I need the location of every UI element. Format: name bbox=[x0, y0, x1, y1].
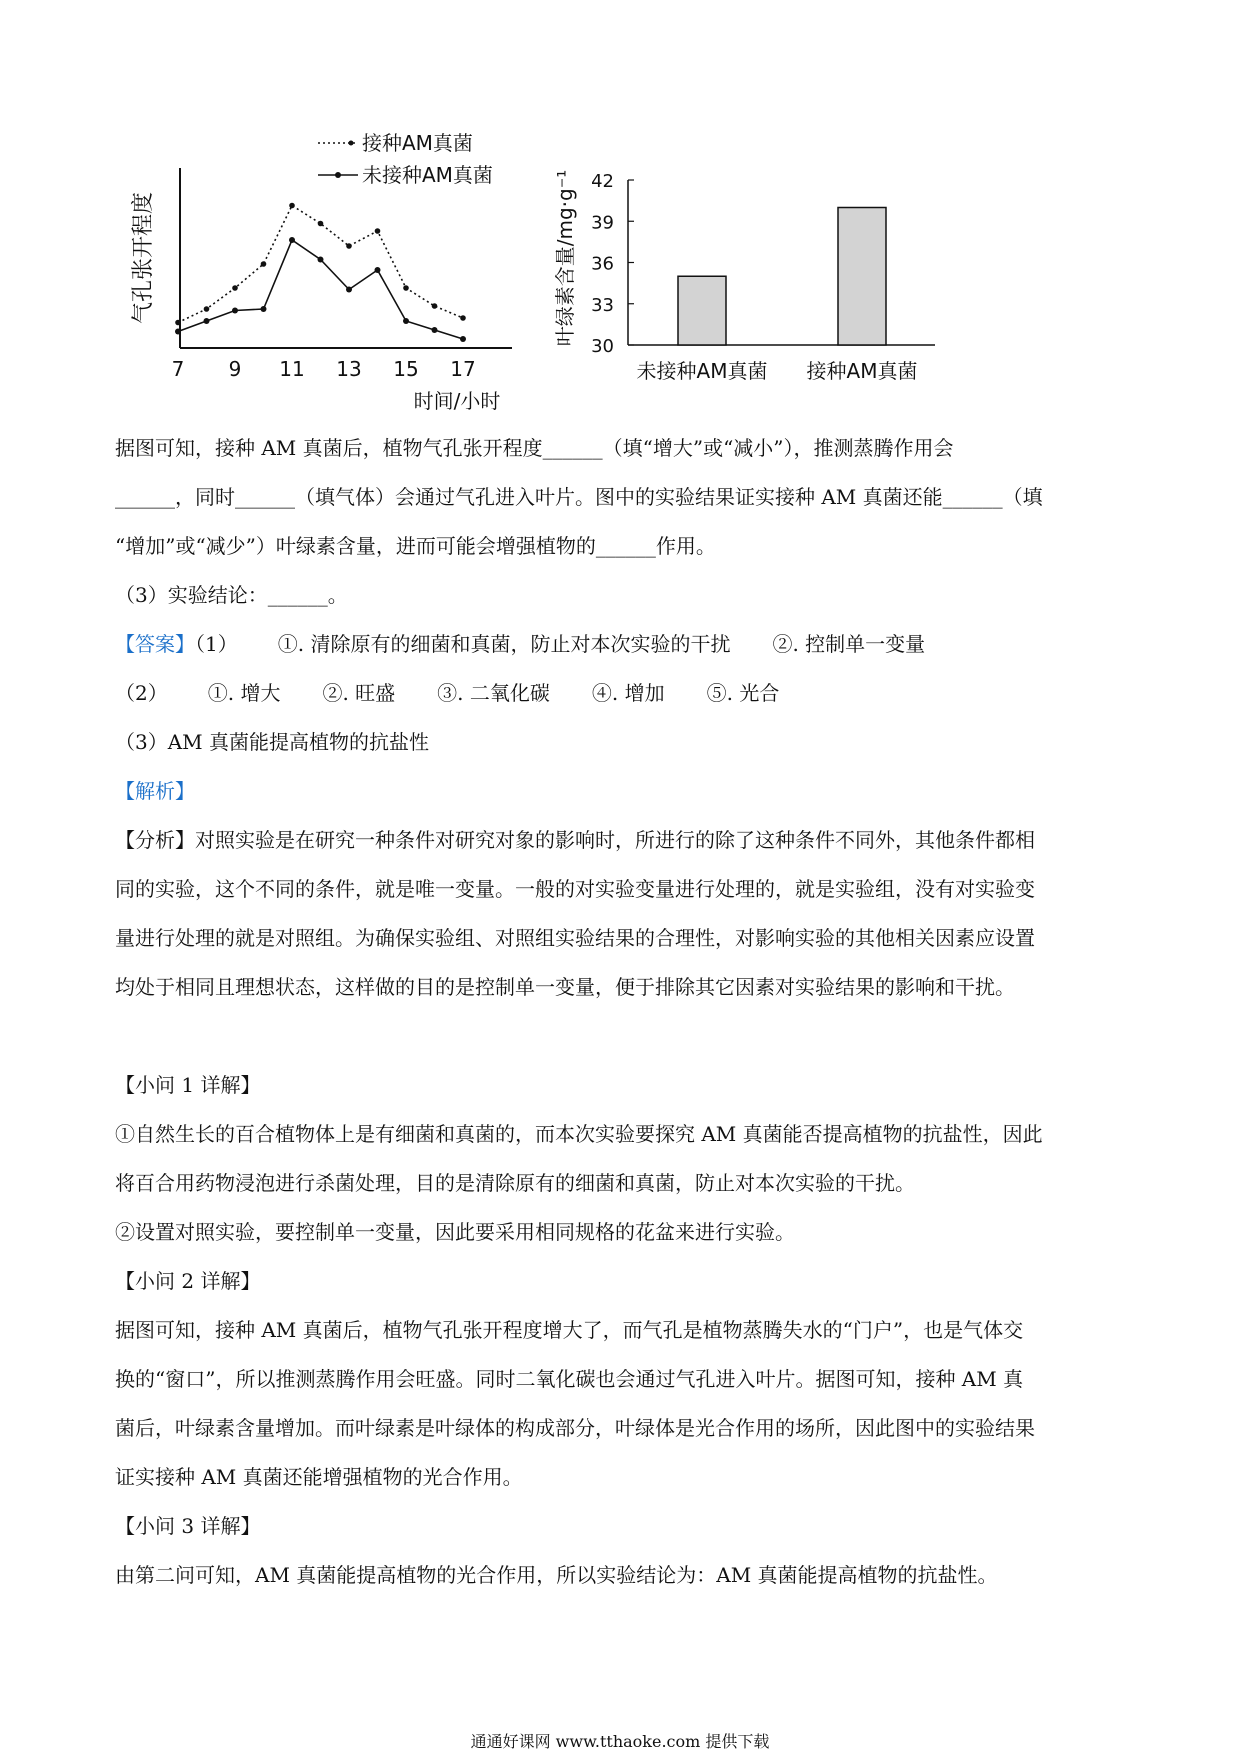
bar-chart bbox=[553, 170, 935, 383]
sub-question-1-line-1: ①自然生长的百合植物体上是有细菌和真菌的，而本次实验要探究 AM 真菌能否提高植物的抗盐性，因此 bbox=[115, 1122, 1043, 1146]
line-series-0-point bbox=[289, 203, 295, 209]
fenxi-text-1: 对照实验是在研究一种条件对研究对象的影响时，所进行的除了这种条件不同外，其他条件都相 bbox=[195, 828, 1035, 852]
line-series-0-point bbox=[432, 303, 438, 309]
bar-1 bbox=[838, 208, 886, 346]
line-series-0-point bbox=[403, 285, 409, 291]
legend-label-inoculated: 接种AM真菌 bbox=[362, 131, 473, 155]
answer-line-2 bbox=[115, 669, 1125, 718]
fenxi-line-2: 同的实验，这个不同的条件，就是唯一变量。一般的对实验变量进行处理的，就是实验组，没有对实验变 bbox=[115, 877, 1035, 901]
line-series-1-point bbox=[346, 287, 352, 293]
answer-line-1 bbox=[115, 620, 1125, 669]
legend-marker-dotted bbox=[349, 141, 354, 146]
question-line-2: ______，同时______（填气体）会通过气孔进入叶片。图中的实验结果证实接种 AM 真菌还能______（填 bbox=[115, 485, 1043, 509]
spacer bbox=[115, 1012, 1125, 1061]
answer-2-item: ⑤. 光合 bbox=[706, 681, 780, 705]
line-chart-xtick-label: 11 bbox=[279, 357, 305, 381]
line-series-0-point bbox=[261, 261, 267, 267]
line-series-1-point bbox=[232, 308, 238, 314]
line-series-1-point bbox=[204, 318, 210, 324]
fenxi-line-1 bbox=[115, 816, 1125, 865]
line-series-0-point bbox=[232, 285, 238, 291]
line-series-0-point bbox=[175, 320, 181, 326]
bar-chart-ytick-label: 33 bbox=[591, 294, 614, 316]
analysis-tag: 【解析】 bbox=[115, 779, 195, 803]
sub-question-3-tag: 【小问 3 详解】 bbox=[115, 1514, 261, 1538]
answer-1-b: ②. 控制单一变量 bbox=[772, 632, 926, 656]
answer-1-num: （1） bbox=[195, 632, 238, 656]
answer-2-item: ③. 二氧化碳 bbox=[437, 681, 550, 705]
fenxi-tag: 【分析】 bbox=[115, 828, 195, 852]
line-series-1-point bbox=[261, 306, 267, 312]
line-series-0-point bbox=[346, 243, 352, 249]
line-series-0-point bbox=[318, 221, 324, 227]
bar-chart-ytick-label: 30 bbox=[591, 336, 614, 357]
line-series-1-point bbox=[403, 318, 409, 324]
bar-chart-ytick-label: 42 bbox=[591, 171, 614, 192]
bar-chart-category-label: 未接种AM真菌 bbox=[636, 359, 768, 383]
sub-question-3-line-1: 由第二问可知，AM 真菌能提高植物的光合作用，所以实验结论为：AM 真菌能提高植物的抗盐性。 bbox=[115, 1563, 998, 1587]
answer-2-item: ④. 增加 bbox=[591, 681, 665, 705]
line-chart-ylabel: 气孔张开程度 bbox=[131, 191, 156, 325]
sub-question-2-line-2: 换的“窗口”，所以推测蒸腾作用会旺盛。同时二氧化碳也会通过气孔进入叶片。据图可知，接种 AM 真 bbox=[115, 1367, 1024, 1391]
legend-label-uninoculated: 未接种AM真菌 bbox=[362, 163, 493, 187]
question-line-3: “增加”或“减少”）叶绿素含量，进而可能会增强植物的______作用。 bbox=[115, 534, 716, 558]
answer-1-a: ①. 清除原有的细菌和真菌，防止对本次实验的干扰 bbox=[277, 632, 731, 656]
line-series-1-point bbox=[318, 257, 324, 263]
line-chart-xtick-label: 15 bbox=[393, 357, 419, 381]
sub-question-2-line-1: 据图可知，接种 AM 真菌后，植物气孔张开程度增大了，而气孔是植物蒸腾失水的“门户”，也是气体交 bbox=[115, 1318, 1024, 1342]
line-series-1-point bbox=[289, 237, 295, 243]
bar-chart-category-label: 接种AM真菌 bbox=[806, 359, 918, 383]
answer-2-num: （2） bbox=[115, 681, 168, 705]
sub-question-2-line-4: 证实接种 AM 真菌还能增强植物的光合作用。 bbox=[115, 1465, 523, 1489]
line-series-1-point bbox=[432, 327, 438, 333]
page-footer: 通通好课网 www.tthaoke.com 提供下载 bbox=[470, 1732, 770, 1751]
bar-0 bbox=[678, 276, 726, 345]
line-series-1-path bbox=[178, 240, 463, 339]
sub-question-1-line-3: ②设置对照实验，要控制单一变量，因此要采用相同规格的花盆来进行实验。 bbox=[115, 1220, 795, 1244]
answer-2-item: ①. 增大 bbox=[207, 681, 281, 705]
question-line-1: 据图可知，接种 AM 真菌后，植物气孔张开程度______（填“增大”或“减小”），推测蒸腾作用会 bbox=[115, 436, 954, 460]
sub-question-1-tag: 【小问 1 详解】 bbox=[115, 1073, 261, 1097]
answer-line-3: （3）AM 真菌能提高植物的抗盐性 bbox=[115, 730, 430, 754]
answer-tag: 【答案】 bbox=[115, 632, 195, 656]
sub-question-2-line-3: 菌后，叶绿素含量增加。而叶绿素是叶绿体的构成部分，叶绿体是光合作用的场所，因此图中的实验结果 bbox=[115, 1416, 1035, 1440]
line-series-1-point bbox=[375, 267, 381, 273]
line-chart-xtick-label: 7 bbox=[171, 357, 185, 381]
question-3: （3）实验结论：______。 bbox=[115, 583, 348, 607]
line-series-0-point bbox=[460, 315, 466, 321]
sub-question-2-tag: 【小问 2 详解】 bbox=[115, 1269, 261, 1293]
line-chart-xtick-label: 17 bbox=[450, 357, 476, 381]
line-chart bbox=[131, 131, 512, 413]
fenxi-line-4: 均处于相同且理想状态，这样做的目的是控制单一变量，便于排除其它因素对实验结果的影响和干扰。 bbox=[115, 975, 1015, 999]
bar-chart-bars bbox=[637, 208, 918, 384]
bar-chart-ylabel: 叶绿素含量/mg·g⁻¹ bbox=[553, 169, 577, 347]
line-series-1-point bbox=[460, 336, 466, 342]
line-chart-xticks bbox=[172, 357, 476, 381]
line-series-1-point bbox=[175, 329, 181, 335]
legend-marker-solid bbox=[335, 172, 341, 178]
line-chart-xlabel: 时间/小时 bbox=[413, 389, 501, 413]
document-body bbox=[115, 424, 1125, 1600]
line-chart-series bbox=[175, 203, 466, 342]
answer-2-item: ②. 旺盛 bbox=[322, 681, 396, 705]
bar-chart-ytick-label: 39 bbox=[591, 212, 614, 234]
line-series-0-point bbox=[204, 306, 210, 312]
line-chart-xtick-label: 13 bbox=[336, 357, 362, 381]
line-chart-xtick-label: 9 bbox=[228, 357, 242, 381]
line-series-0-point bbox=[375, 228, 381, 234]
bar-chart-ytick-label: 36 bbox=[591, 253, 614, 275]
line-chart-legend bbox=[318, 131, 493, 187]
sub-question-1-line-2: 将百合用药物浸泡进行杀菌处理，目的是清除原有的细菌和真菌，防止对本次实验的干扰。 bbox=[115, 1171, 915, 1195]
charts-figure bbox=[0, 0, 1240, 420]
fenxi-line-3: 量进行处理的就是对照组。为确保实验组、对照组实验结果的合理性，对影响实验的其他相关因素应设置 bbox=[115, 926, 1035, 950]
